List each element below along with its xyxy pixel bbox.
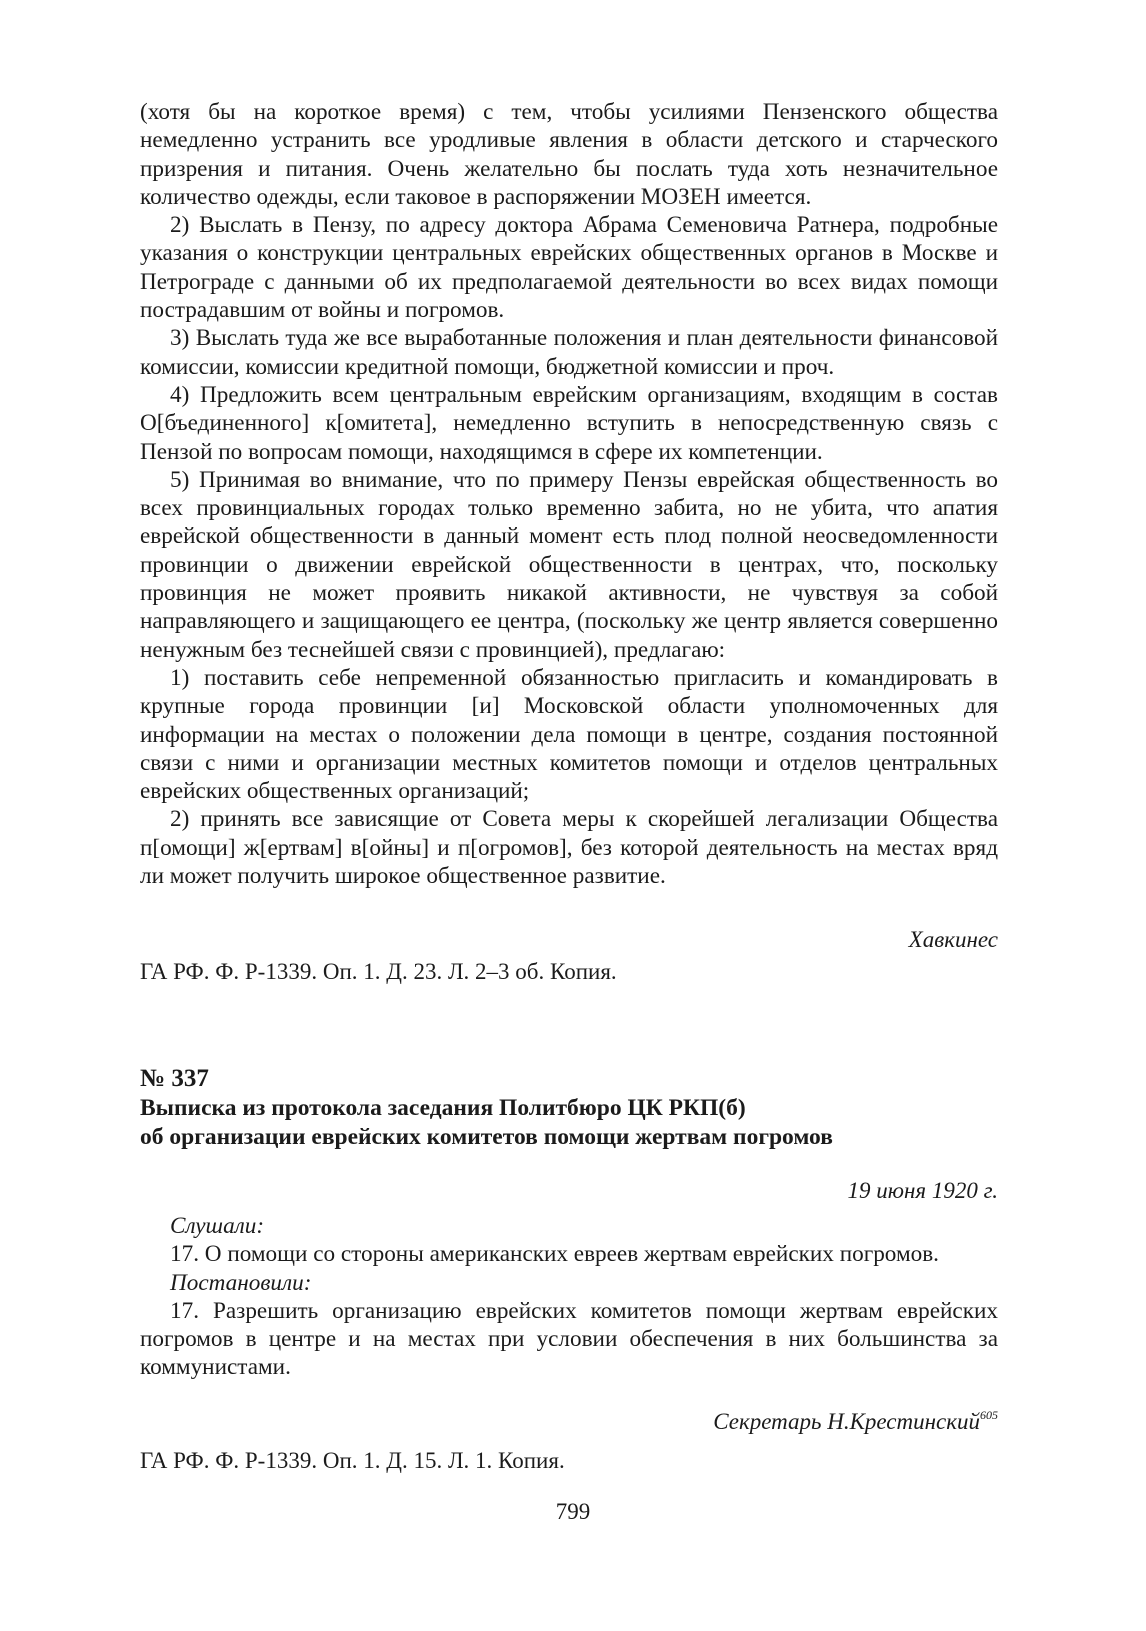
signature-khavkines: Хавкинес: [908, 927, 998, 952]
page-number: 799: [555, 1499, 591, 1524]
body-text-top: [140, 98, 998, 890]
document-title: [140, 1094, 1020, 1152]
paragraph: 2) Выслать в Пензу, по адресу доктора Абрама Семеновича Ратнера, подробные указания о конструкции центральных еврейских общественных органов в Москве и Петрограде с данными об их предполагаемой деятельности во всех видах помощи пострадавшим от войны и погромов.: [140, 212, 998, 324]
paragraph: 5) Принимая во внимание, что по примеру Пензы еврейская общественность во всех провинциальных городах только временно забита, но не убита, что апатия еврейской общественности в данный момент есть плод полной неосведомленности провинции о движении еврейской общественности в центрах, что, поскольку провинция не может проявить никакой активности, не чувствуя за собой направляющего и защищающего ее центра, (поскольку же центр является совершенно ненужным без теснейшей связи с провинцией), предлагаю:: [140, 466, 998, 663]
archive-reference: ГА РФ. Ф. Р-1339. Оп. 1. Д. 23. Л. 2–3 об. Копия.: [140, 959, 617, 984]
paragraph: (хотя бы на короткое время) с тем, чтобы усилиями Пензенского общества немедленно устранить все уродливые явления в области детского и старческого призрения и питания. Очень желательно бы послать туда хоть незначительное количество одежды, если таковое в распоряжении МОЗЕН имеется.: [140, 99, 998, 210]
paragraph: 2) принять все зависящие от Совета меры к скорейшей легализации Общества п[омощи] ж[ертвам] в[ойны] и п[огромов], без которой деятельность на местах вряд ли может получить широкое общественное развитие.: [140, 806, 998, 890]
document-number: № 337: [140, 1065, 209, 1092]
signature-krestinsky: [713, 1408, 998, 1436]
body-text-protocol: [140, 1212, 998, 1382]
document-date: 19 июня 1920 г.: [847, 1178, 998, 1203]
signature-text: Секретарь Н.Крестинский: [713, 1409, 980, 1434]
resolved-text: 17. Разрешить организацию еврейских комитетов помощи жертвам еврейских погромов в центре и на местах при условии обеспечения в них большинства за коммунистами.: [140, 1297, 998, 1381]
footnote-reference: 605: [980, 1408, 998, 1422]
resolved-label: Постановили:: [170, 1269, 312, 1296]
paragraph: 4) Предложить всем центральным еврейским организациям, входящим в состав О[бъединенного] к[омитета], немедленно вступить в непосредственную связь с Пензой по вопросам помощи, находящимся в сфере их компетенции.: [140, 381, 998, 465]
heard-label: Слушали:: [170, 1213, 265, 1239]
heard-text: 17. О помощи со стороны американских евреев жертвам еврейских погромов.: [170, 1241, 939, 1268]
document-title-line: об организации еврейских комитетов помощи жертвам погромов: [140, 1124, 833, 1150]
document-title-line: Выписка из протокола заседания Политбюро ЦК РКП(б): [140, 1095, 746, 1121]
paragraph: 3) Выслать туда же все выработанные положения и план деятельности финансовой комиссии, комиссии кредитной помощи, бюджетной комиссии и проч.: [140, 325, 998, 380]
archive-reference: ГА РФ. Ф. Р-1339. Оп. 1. Д. 15. Л. 1. Копия.: [140, 1448, 565, 1473]
paragraph: 1) поставить себе непременной обязанностью пригласить и командировать в крупные города провинции [и] Московской области уполномоченных для информации на местах о положении дела помощи в центре, создания постоянной связи с ними и организации местных комитетов помощи и отделов центральных еврейских общественных организаций;: [140, 664, 998, 805]
